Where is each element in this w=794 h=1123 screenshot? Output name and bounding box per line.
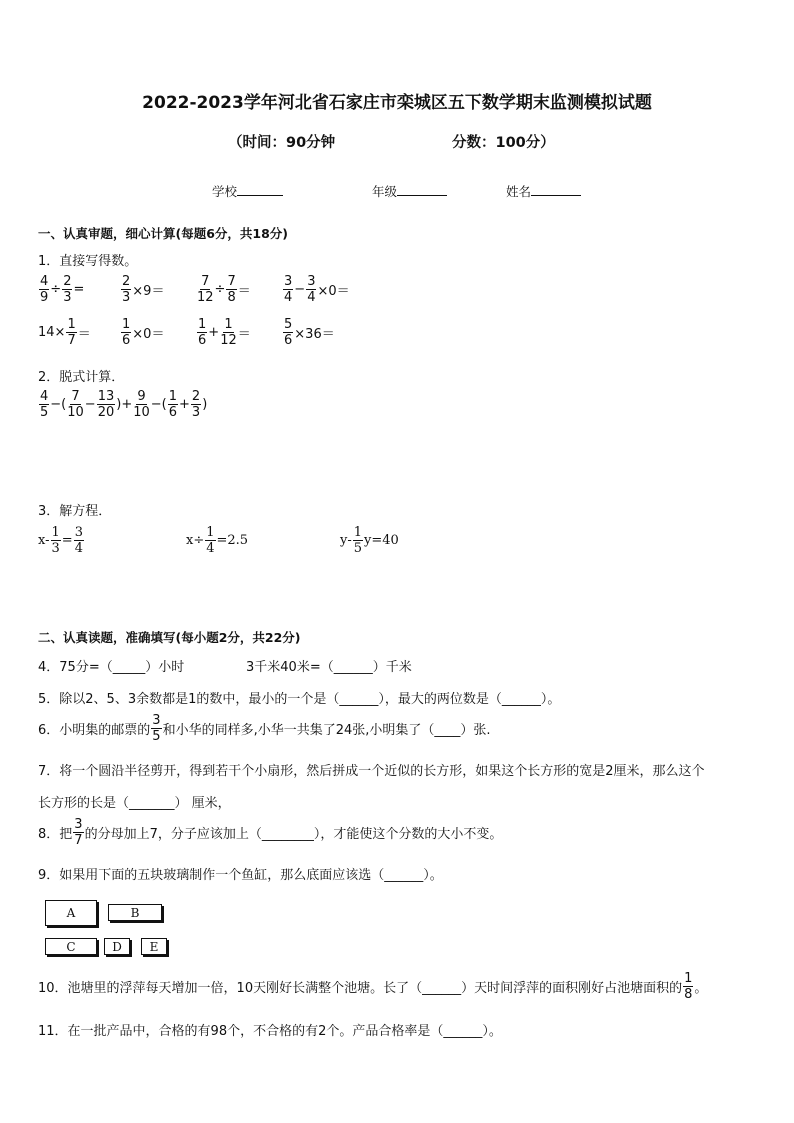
fraction: $\frac{1}{4}$ [206,525,215,556]
q1-label: 1．直接写得数。 [38,254,138,269]
q2-label: 2．脱式计算． [38,370,125,385]
exam-score: 分数：100分） [452,135,555,151]
fraction: $\frac{3}{4}$ [307,274,316,305]
fraction: $\frac{1}{6}$ [168,389,178,420]
q7-line-1: 7．将一个圆沿半径剪开，得到若干个小扇形，然后拼成一个近似的长方形，如果这个长方形的宽是2厘米，那么这个 [38,764,705,779]
q1-item-h: $\frac{5}{6}$ ×36＝ [284,317,335,348]
page-title: 2022-2023学年河北省石家庄市栾城区五下数学期末监测模拟试题 [142,93,652,113]
q6: 6．小明集的邮票的 $\frac{3}{5}$ 和小华的同样多,小华一共集了24张,小明集了（____）张. [38,713,491,744]
fraction: $\frac{4}{9}$ [40,274,49,305]
q3-label: 3．解方程． [38,504,112,519]
glass-piece-d: D [104,938,130,955]
section2-heading: 二、认真读题，准确填写(每小题2分，共22分) [38,630,301,645]
q3-equation-1: x- $\frac{1}{3}$ = $\frac{3}{4}$ [38,525,83,556]
fraction: $\frac{1}{3}$ [51,525,60,556]
q1-item-a: $\frac{4}{9}$ ÷ $\frac{2}{3}$ = [40,274,85,305]
school-blank[interactable] [237,183,283,196]
q1-item-e: 14× $\frac{1}{7}$ ＝ [38,317,91,348]
school-label: 学校 [212,184,238,199]
fraction: $\frac{7}{12}$ [197,274,214,305]
q7-line-2: 长方形的长是（_______） 厘米， [38,796,231,811]
fraction: $\frac{7}{8}$ [227,274,236,305]
grade-blank[interactable] [397,183,447,196]
q3-equation-3: y- $\frac{1}{5}$ y=40 [340,525,399,556]
name-blank[interactable] [531,183,581,196]
fraction: $\frac{2}{3}$ [63,274,72,305]
q1-item-c: $\frac{7}{12}$ ÷ $\frac{7}{8}$ ＝ [197,274,251,305]
fraction: $\frac{3}{5}$ [152,713,161,744]
q11: 11．在一批产品中，合格的有98个，不合格的有2个。产品合格率是（______）。 [38,1024,502,1039]
fraction: $\frac{1}{6}$ [198,317,207,348]
fraction: $\frac{9}{10}$ [133,389,150,420]
glass-piece-c: C [45,938,97,955]
fraction: $\frac{1}{6}$ [122,317,131,348]
name-field [506,182,581,200]
name-label: 姓名 [506,184,532,199]
school-field [212,182,283,200]
q1-item-f: $\frac{1}{6}$ ×0＝ [122,317,165,348]
fraction: $\frac{2}{3}$ [122,274,131,305]
fraction: $\frac{1}{7}$ [67,317,76,348]
q1-item-b: $\frac{2}{3}$ ×9＝ [122,274,165,305]
q1-item-d: $\frac{3}{4}$ − $\frac{3}{4}$ ×0＝ [284,274,350,305]
q4-part-b: 3千米40米=（______）千米 [246,660,412,675]
q1-item-g: $\frac{1}{6}$ + $\frac{1}{12}$ ＝ [198,317,251,348]
grade-field [372,182,447,200]
q4-part-a: 4．75分=（_____）小时 [38,660,185,675]
fraction: $\frac{2}{3}$ [191,389,201,420]
section1-heading: 一、认真审题，细心计算(每题6分，共18分) [38,226,289,241]
fraction: $\frac{1}{5}$ [353,525,363,556]
q5: 5．除以2、5、3余数都是1的数中，最小的一个是（______），最大的两位数是（______）。 [38,692,561,707]
fraction: $\frac{1}{8}$ [684,971,693,1002]
q8: 8．把 $\frac{3}{7}$ 的分母加上7，分子应该加上（________），才能使这个分数的大小不变。 [38,817,503,848]
grade-label: 年级 [372,184,398,199]
glass-piece-e: E [141,938,167,955]
fraction: $\frac{1}{12}$ [220,317,237,348]
fraction: $\frac{3}{4}$ [284,274,293,305]
glass-piece-b: B [108,904,162,921]
q9: 9．如果用下面的五块玻璃制作一个鱼缸，那么底面应该选（______）。 [38,868,443,883]
fraction: $\frac{3}{7}$ [74,817,83,848]
fraction: $\frac{7}{10}$ [67,389,84,420]
q2-expression: $\frac{4}{5}$ −( $\frac{7}{10}$ − $\frac{13}{20}$ )+ $\frac{9}{10}$ −( $\frac{1}{6}$ + $\frac{2}{3}$ ) [40,389,208,420]
fraction: $\frac{4}{5}$ [40,389,49,420]
fraction: $\frac{3}{4}$ [74,525,83,556]
fraction: $\frac{5}{6}$ [284,317,293,348]
fraction: $\frac{13}{20}$ [97,389,115,420]
exam-time: （时间：90分钟 [228,135,336,151]
q3-equation-2: x÷ $\frac{1}{4}$ =2.5 [186,525,249,556]
q10: 10．池塘里的浮萍每天增加一倍，10天刚好长满整个池塘。长了（______）天时间浮萍的面积刚好占池塘面积的 $\frac{1}{8}$ 。 [38,971,708,1002]
glass-piece-a: A [45,900,97,926]
